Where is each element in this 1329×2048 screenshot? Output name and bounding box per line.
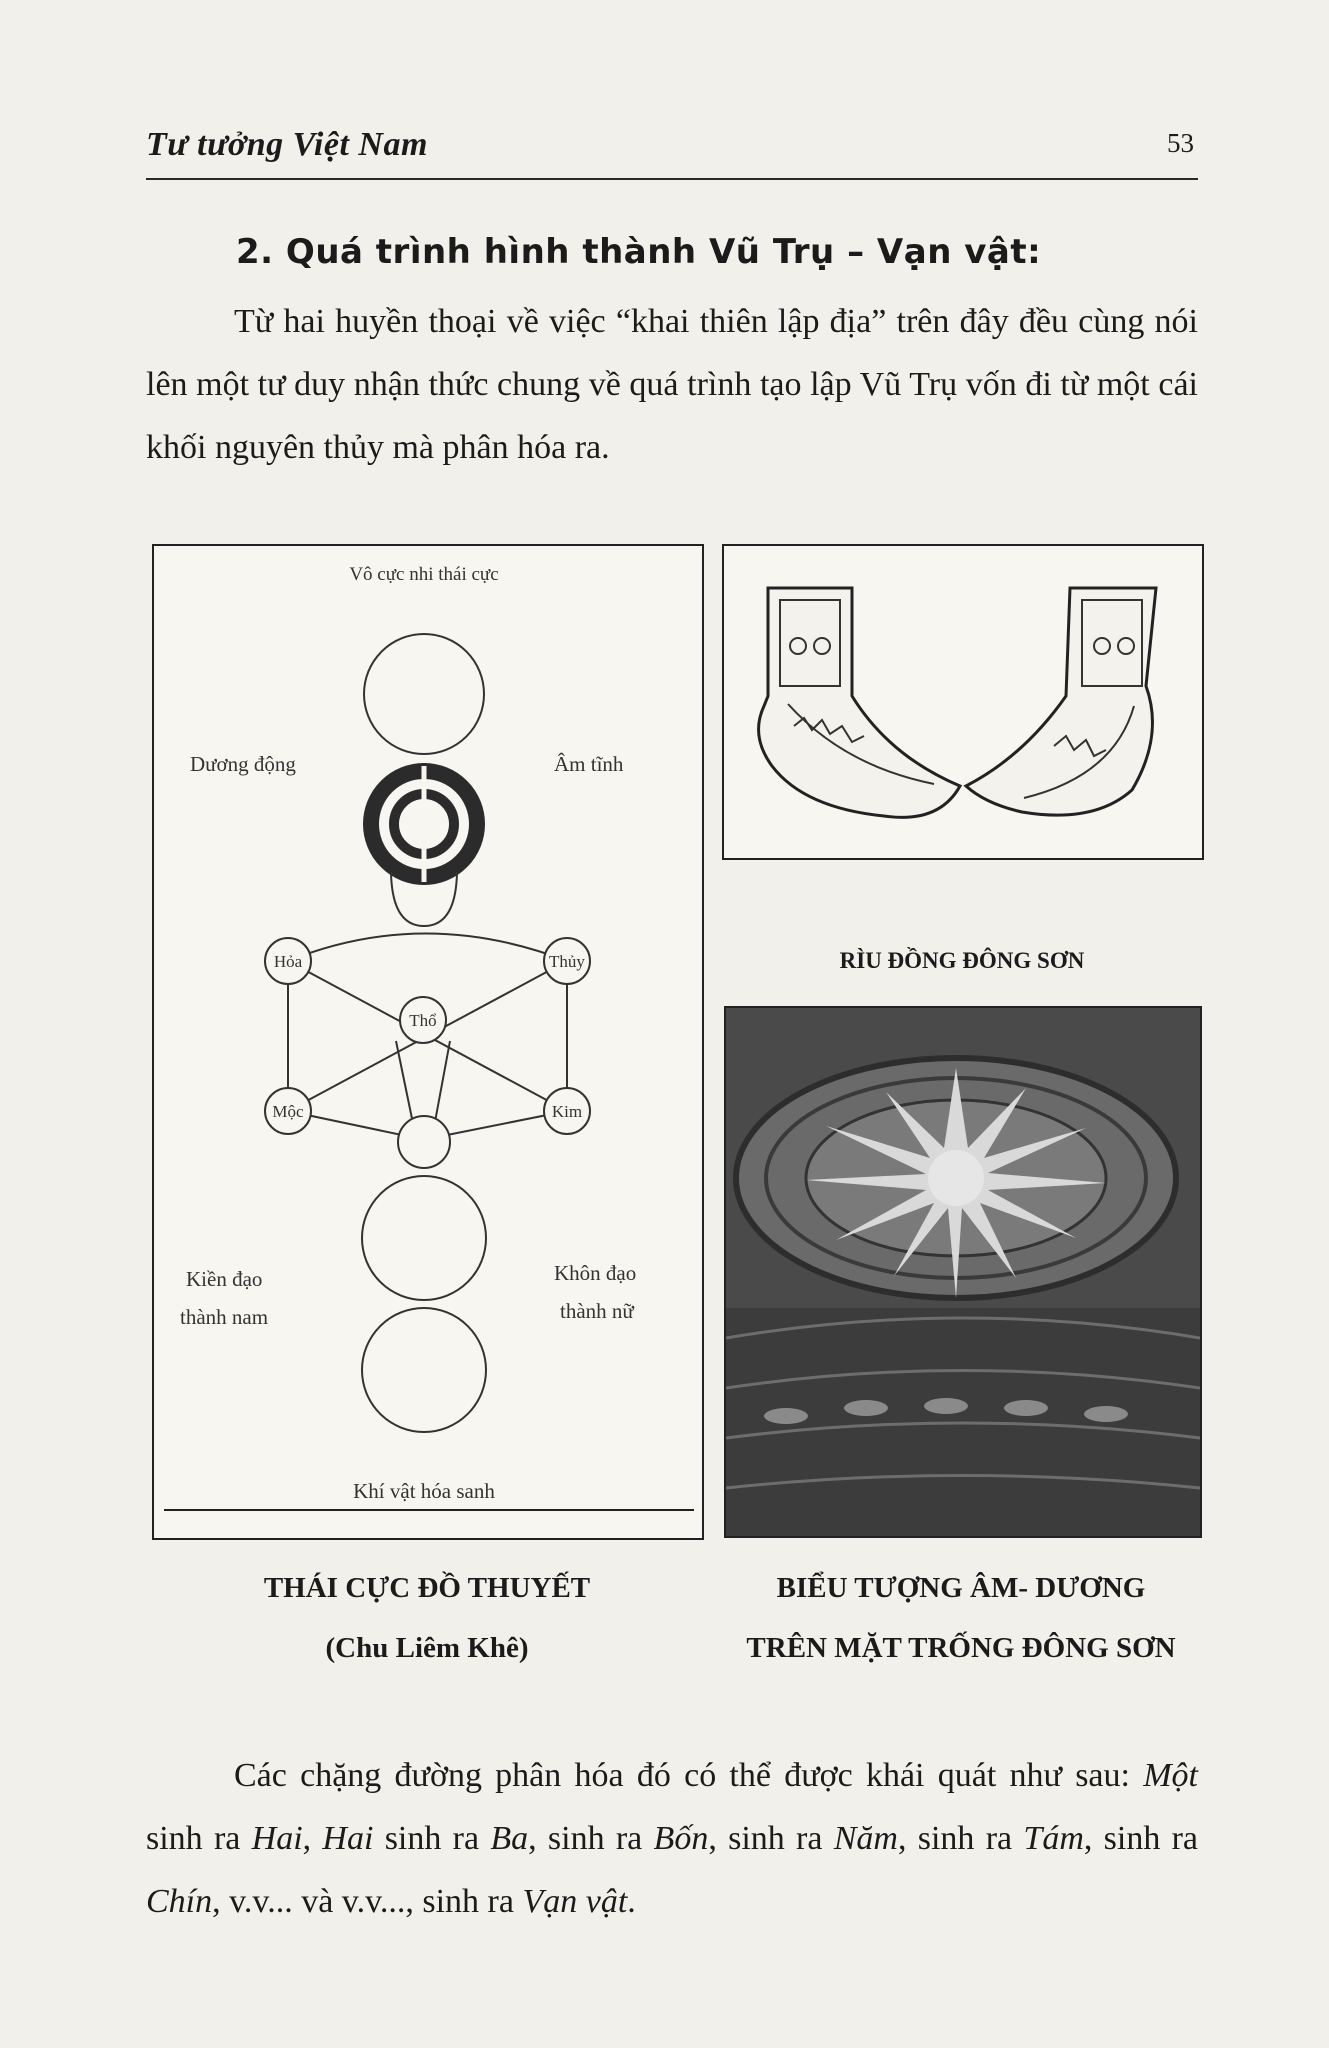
emphasis-term: Hai <box>251 1820 303 1857</box>
text-run: , sinh ra <box>528 1820 654 1857</box>
text-run: , sinh ra <box>897 1820 1024 1857</box>
earth-label: Thổ <box>409 1011 437 1030</box>
union-circle <box>398 1116 450 1168</box>
qian-label-line2: thành nam <box>180 1305 269 1329</box>
bronze-drum-figure <box>724 1006 1202 1538</box>
metal-label: Kim <box>551 1102 583 1121</box>
emphasis-term: Ba <box>490 1820 529 1857</box>
taiji-caption-author: (Chu Liêm Khê) <box>325 1632 529 1664</box>
section-heading: 2. Quá trình hình thành Vũ Trụ – Vạn vật: <box>236 232 1042 272</box>
page-number: 53 <box>1167 128 1194 158</box>
emphasis-term: Tám <box>1023 1820 1084 1857</box>
text-run: , sinh ra <box>708 1820 834 1857</box>
closing-paragraph <box>146 1744 1198 1933</box>
right-axe <box>966 588 1156 815</box>
qian-label-line1: Kiền đạo <box>186 1267 263 1291</box>
creation-circle <box>362 1308 486 1432</box>
text-run: , sinh ra <box>1083 1820 1199 1857</box>
text-run: , v.v... và v.v..., sinh ra <box>212 1883 523 1920</box>
emphasis-term: Vạn vật <box>522 1883 628 1920</box>
drum-caption-line1: BIỂU TƯỢNG ÂM- DƯƠNG <box>776 1572 1146 1604</box>
qian-kun-circle <box>362 1176 486 1300</box>
emphasis-term: Một <box>1143 1757 1198 1794</box>
text-run: sinh ra <box>373 1820 491 1857</box>
emphasis-term: Năm <box>833 1820 898 1857</box>
yang-label: Dương động <box>190 752 296 776</box>
bottom-label: Khí vật hóa sanh <box>353 1479 495 1503</box>
kun-label-line1: Khôn đạo <box>554 1261 637 1285</box>
emphasis-term: Chín <box>146 1883 213 1920</box>
wuji-circle <box>364 634 484 754</box>
water-label: Thủy <box>549 952 585 971</box>
taiji-diagram-figure <box>152 544 704 1540</box>
running-title: Tư tưởng Việt Nam <box>146 126 428 163</box>
bronze-drum-photo <box>726 1008 1200 1536</box>
kun-label-line2: thành nữ <box>560 1299 634 1323</box>
intro-paragraph: Từ hai huyền thoại về việc “khai thiên lập địa” trên đây đều cùng nói lên một tư duy nhận thức chung về quá trình tạo lập Vũ Trụ vốn đi từ một cái khối nguyên thủy mà phân hóa ra. <box>146 303 1198 466</box>
fire-label: Hỏa <box>273 952 303 971</box>
wood-label: Mộc <box>272 1102 304 1121</box>
axe-caption: RÌU ĐỒNG ĐÔNG SƠN <box>839 948 1085 973</box>
top-label: Vô cực nhi thái cực <box>349 564 499 585</box>
drum-caption-line2: TRÊN MẶT TRỐNG ĐÔNG SƠN <box>746 1632 1176 1664</box>
text-run: , <box>302 1820 323 1857</box>
emphasis-term: Hai <box>322 1820 374 1857</box>
bronze-axe-illustration <box>724 546 1202 858</box>
page-header <box>146 122 1198 180</box>
taiji-caption-title: THÁI CỰC ĐỒ THUYẾT <box>263 1572 591 1604</box>
text-run: . <box>627 1883 636 1920</box>
taiji-diagram <box>154 546 702 1538</box>
yin-label: Âm tĩnh <box>554 752 624 776</box>
bronze-axe-figure <box>722 544 1204 860</box>
text-run: sinh ra <box>146 1820 252 1857</box>
emphasis-term: Bốn <box>653 1820 709 1857</box>
text-run: Các chặng đường phân hóa đó có thể được khái quát như sau: <box>234 1757 1144 1794</box>
